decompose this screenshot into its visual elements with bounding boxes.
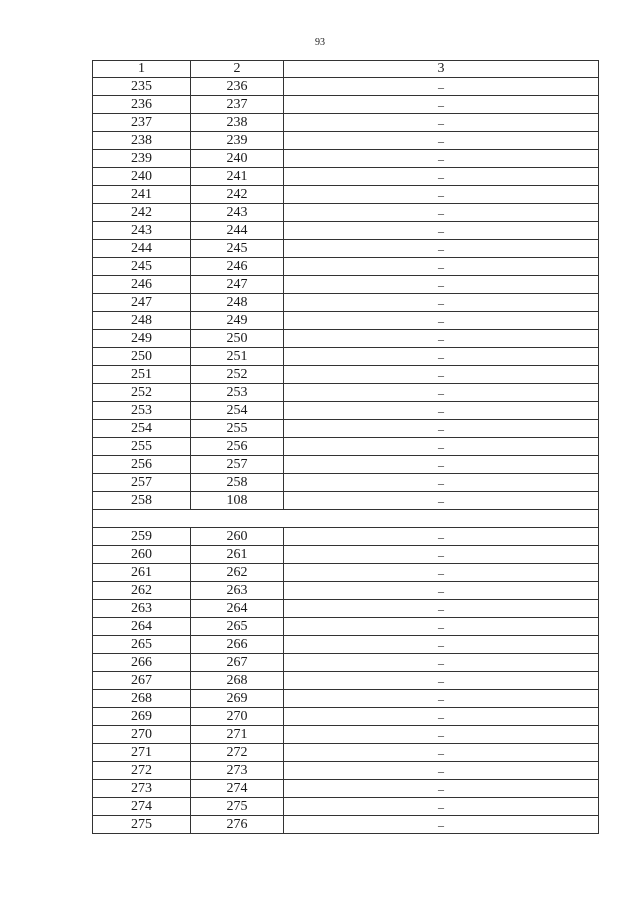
table-row xyxy=(93,726,599,744)
table-row xyxy=(93,258,599,276)
table-cell-col-2: 244 xyxy=(191,222,284,240)
table-cell-col-1: 240 xyxy=(93,168,191,186)
table-row xyxy=(93,456,599,474)
table-row xyxy=(93,420,599,438)
table-row xyxy=(93,150,599,168)
table-cell-col-3: – xyxy=(284,528,599,546)
table-cell-col-2: 243 xyxy=(191,204,284,222)
table-cell-col-1: 248 xyxy=(93,312,191,330)
table-cell-col-2: 276 xyxy=(191,816,284,834)
table-cell-col-2: 266 xyxy=(191,636,284,654)
table-cell-col-2: 108 xyxy=(191,492,284,510)
table-cell-col-2: 256 xyxy=(191,438,284,456)
table-cell-col-2: 273 xyxy=(191,762,284,780)
table-row xyxy=(93,708,599,726)
table-cell-col-1: 270 xyxy=(93,726,191,744)
table-cell-col-3: – xyxy=(284,618,599,636)
table-cell-col-2: 255 xyxy=(191,420,284,438)
table-cell-col-2: 245 xyxy=(191,240,284,258)
table-row xyxy=(93,528,599,546)
table-row xyxy=(93,798,599,816)
table-cell-col-1: 275 xyxy=(93,816,191,834)
table-row xyxy=(93,762,599,780)
table-cell-col-2: 261 xyxy=(191,546,284,564)
table-cell-col-2: 257 xyxy=(191,456,284,474)
table-cell-col-3: – xyxy=(284,474,599,492)
table-cell-col-2: 253 xyxy=(191,384,284,402)
table-row xyxy=(93,492,599,510)
table-row xyxy=(93,312,599,330)
table-cell-col-1: 253 xyxy=(93,402,191,420)
column-header-3: 3 xyxy=(284,61,599,78)
table-row xyxy=(93,672,599,690)
table-cell-col-3: – xyxy=(284,276,599,294)
table-cell-col-3: – xyxy=(284,420,599,438)
table-cell-col-2: 267 xyxy=(191,654,284,672)
table-cell-col-2: 269 xyxy=(191,690,284,708)
table-row xyxy=(93,780,599,798)
table-row xyxy=(93,474,599,492)
table-cell-col-1: 245 xyxy=(93,258,191,276)
table-cell-col-2: 237 xyxy=(191,96,284,114)
table-cell-col-2: 254 xyxy=(191,402,284,420)
table-cell-col-1: 269 xyxy=(93,708,191,726)
table-row xyxy=(93,600,599,618)
table-cell-col-2: 258 xyxy=(191,474,284,492)
table-cell-col-2: 241 xyxy=(191,168,284,186)
table-cell-col-1: 238 xyxy=(93,132,191,150)
table-cell-col-1: 242 xyxy=(93,204,191,222)
table-cell-col-3: – xyxy=(284,654,599,672)
table-row xyxy=(93,168,599,186)
table-cell-col-2: 265 xyxy=(191,618,284,636)
table-cell-col-2: 236 xyxy=(191,78,284,96)
table-cell-col-2: 260 xyxy=(191,528,284,546)
table-cell-col-3: – xyxy=(284,114,599,132)
table-cell-col-1: 272 xyxy=(93,762,191,780)
table-row xyxy=(93,276,599,294)
table-cell-col-3: – xyxy=(284,726,599,744)
table-cell-col-2: 270 xyxy=(191,708,284,726)
table-cell-col-2: 251 xyxy=(191,348,284,366)
table-cell-col-3: – xyxy=(284,744,599,762)
table-row xyxy=(93,78,599,96)
table-cell-col-1: 271 xyxy=(93,744,191,762)
table-cell-col-1: 273 xyxy=(93,780,191,798)
table-cell-col-3: – xyxy=(284,546,599,564)
table-cell-col-1: 247 xyxy=(93,294,191,312)
table-cell-col-3: – xyxy=(284,258,599,276)
table-cell-col-3: – xyxy=(284,150,599,168)
table-cell-col-2: 249 xyxy=(191,312,284,330)
header-row xyxy=(93,61,599,78)
section-separator-row xyxy=(93,510,599,528)
table-cell-col-1: 256 xyxy=(93,456,191,474)
table-cell-col-3: – xyxy=(284,762,599,780)
table-cell-col-2: 268 xyxy=(191,672,284,690)
table-row xyxy=(93,636,599,654)
data-table xyxy=(92,60,599,834)
table-cell-col-3: – xyxy=(284,438,599,456)
table-cell-col-2: 250 xyxy=(191,330,284,348)
table-cell-col-3: – xyxy=(284,384,599,402)
table-row xyxy=(93,132,599,150)
table-cell-col-1: 267 xyxy=(93,672,191,690)
table-cell-col-1: 263 xyxy=(93,600,191,618)
table-cell-col-3: – xyxy=(284,816,599,834)
table-row xyxy=(93,240,599,258)
table-cell-col-3: – xyxy=(284,96,599,114)
table-cell-col-2: 271 xyxy=(191,726,284,744)
table-cell-col-3: – xyxy=(284,690,599,708)
table-row xyxy=(93,348,599,366)
table-row xyxy=(93,744,599,762)
table-cell-col-2: 242 xyxy=(191,186,284,204)
page-number: 93 xyxy=(315,37,325,48)
table-cell-col-1: 259 xyxy=(93,528,191,546)
table-row xyxy=(93,690,599,708)
table-cell-col-3: – xyxy=(284,132,599,150)
table-cell-col-1: 249 xyxy=(93,330,191,348)
table-row xyxy=(93,816,599,834)
table-cell-col-2: 240 xyxy=(191,150,284,168)
table-cell-col-1: 274 xyxy=(93,798,191,816)
table-row xyxy=(93,186,599,204)
table-cell-col-1: 235 xyxy=(93,78,191,96)
table-cell-col-1: 244 xyxy=(93,240,191,258)
table-cell-col-2: 239 xyxy=(191,132,284,150)
table-row xyxy=(93,384,599,402)
table-cell-col-1: 239 xyxy=(93,150,191,168)
table-cell-col-2: 263 xyxy=(191,582,284,600)
table-row xyxy=(93,618,599,636)
table-cell-col-2: 247 xyxy=(191,276,284,294)
table-cell-col-1: 268 xyxy=(93,690,191,708)
table-row xyxy=(93,564,599,582)
table-row xyxy=(93,366,599,384)
table-cell-col-3: – xyxy=(284,402,599,420)
table-cell-col-1: 236 xyxy=(93,96,191,114)
table-cell-col-1: 237 xyxy=(93,114,191,132)
table-cell-col-2: 274 xyxy=(191,780,284,798)
table-cell-col-1: 260 xyxy=(93,546,191,564)
table-cell-col-3: – xyxy=(284,492,599,510)
table-row xyxy=(93,546,599,564)
table-row xyxy=(93,114,599,132)
table-row xyxy=(93,222,599,240)
table-cell-col-3: – xyxy=(284,708,599,726)
table-cell-col-3: – xyxy=(284,600,599,618)
table-row xyxy=(93,582,599,600)
table-row xyxy=(93,96,599,114)
table-cell-col-3: – xyxy=(284,294,599,312)
table-cell-col-3: – xyxy=(284,456,599,474)
table-cell-col-1: 243 xyxy=(93,222,191,240)
table-cell-col-3: – xyxy=(284,222,599,240)
table-row xyxy=(93,438,599,456)
table-cell-col-1: 246 xyxy=(93,276,191,294)
table-cell-col-2: 272 xyxy=(191,744,284,762)
column-header-2: 2 xyxy=(191,61,284,78)
table-cell-col-3: – xyxy=(284,564,599,582)
table-row xyxy=(93,204,599,222)
table-cell-col-3: – xyxy=(284,366,599,384)
table-cell-col-3: – xyxy=(284,240,599,258)
table-cell-col-1: 255 xyxy=(93,438,191,456)
section-separator-cell xyxy=(93,510,599,528)
table-cell-col-3: – xyxy=(284,312,599,330)
table-cell-col-3: – xyxy=(284,348,599,366)
table-cell-col-2: 275 xyxy=(191,798,284,816)
table-row xyxy=(93,330,599,348)
table-cell-col-3: – xyxy=(284,78,599,96)
table-cell-col-2: 238 xyxy=(191,114,284,132)
table-cell-col-1: 266 xyxy=(93,654,191,672)
table-cell-col-3: – xyxy=(284,780,599,798)
table-cell-col-3: – xyxy=(284,168,599,186)
table-cell-col-2: 264 xyxy=(191,600,284,618)
table-cell-col-1: 241 xyxy=(93,186,191,204)
table-row xyxy=(93,294,599,312)
table-body xyxy=(93,61,599,834)
table-cell-col-1: 251 xyxy=(93,366,191,384)
column-header-1: 1 xyxy=(93,61,191,78)
table-cell-col-3: – xyxy=(284,672,599,690)
table-cell-col-3: – xyxy=(284,330,599,348)
table-cell-col-1: 264 xyxy=(93,618,191,636)
table-cell-col-2: 248 xyxy=(191,294,284,312)
table-cell-col-1: 254 xyxy=(93,420,191,438)
table-cell-col-1: 250 xyxy=(93,348,191,366)
table-cell-col-1: 262 xyxy=(93,582,191,600)
table-cell-col-2: 262 xyxy=(191,564,284,582)
table-cell-col-2: 246 xyxy=(191,258,284,276)
table-cell-col-1: 265 xyxy=(93,636,191,654)
table-cell-col-1: 252 xyxy=(93,384,191,402)
table-cell-col-1: 258 xyxy=(93,492,191,510)
table-cell-col-3: – xyxy=(284,582,599,600)
table-cell-col-3: – xyxy=(284,186,599,204)
table-row xyxy=(93,654,599,672)
table-cell-col-3: – xyxy=(284,636,599,654)
table-cell-col-1: 261 xyxy=(93,564,191,582)
table-cell-col-2: 252 xyxy=(191,366,284,384)
table-row xyxy=(93,402,599,420)
table-cell-col-1: 257 xyxy=(93,474,191,492)
table-cell-col-3: – xyxy=(284,798,599,816)
table-cell-col-3: – xyxy=(284,204,599,222)
